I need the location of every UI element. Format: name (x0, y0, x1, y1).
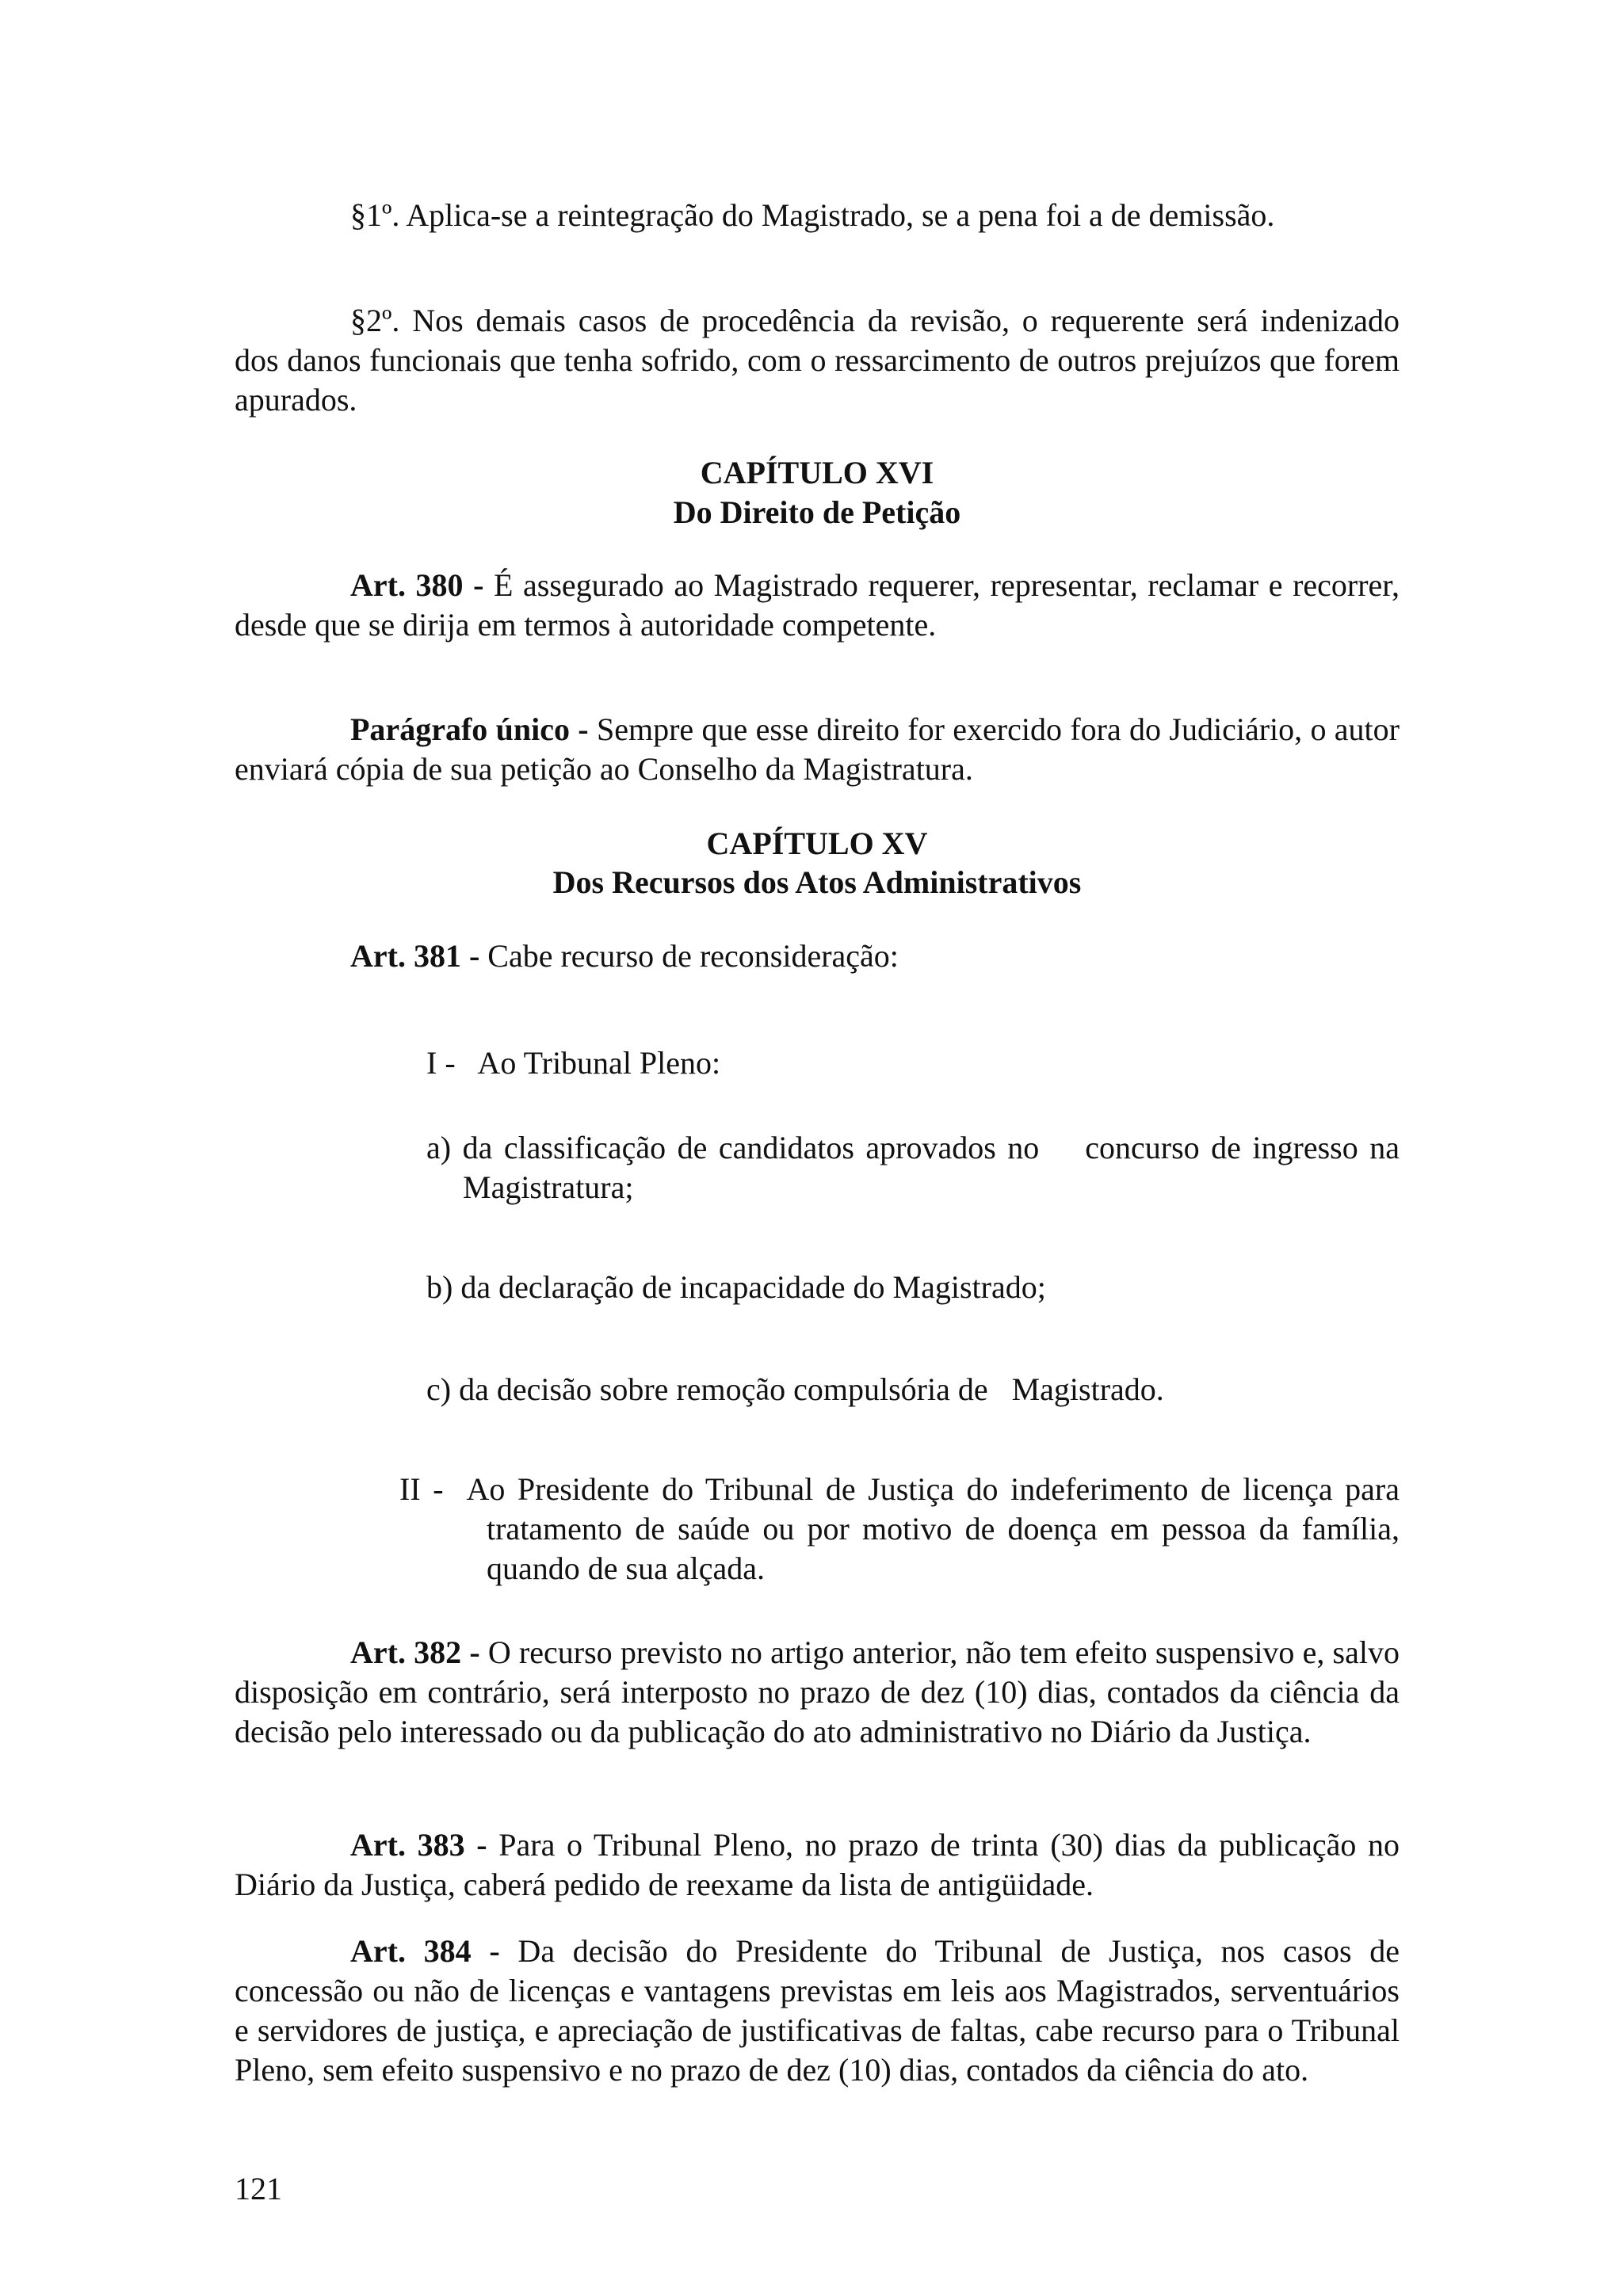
article-383 (235, 1825, 1400, 1905)
chapter-xv-title: CAPÍTULO XV (706, 826, 928, 861)
article-384-text: Da decisão do Presidente do Tribunal de Justiça, nos casos de concessão ou não de licenças e vantagens previstas em leis aos Magistrados, serventuários e servidores de justiça, e apreciação de justificativas de faltas, cabe recurso para o Tribunal Pleno, sem efeito suspensivo e no prazo de dez (10) dias, contados da ciência do ato. (235, 1933, 1400, 2088)
item-c: c) da decisão sobre remoção compulsória de Magistrado. (426, 1371, 1164, 1407)
item-ii: II - Ao Presidente do Tribunal de Justiça do indeferimento de licença para tratamento de saúde ou por motivo de doença em pessoa da família, quando de sua alçada. (399, 1471, 1407, 1586)
article-381-label: Art. 381 - (350, 938, 480, 974)
chapter-xv-subtitle: Dos Recursos dos Atos Administrativos (552, 864, 1082, 900)
paragrafo-unico-text: Sempre que esse direito for exercido fora do Judiciário, o autor enviará cópia de sua petição ao Conselho da Magistratura. (235, 711, 1400, 787)
article-383-label: Art. 383 - (350, 1827, 487, 1863)
article-384 (235, 1932, 1400, 2090)
article-380-text: É assegurado ao Magistrado requerer, representar, reclamar e recorrer, desde que se dirija em termos à autoridade competente. (235, 567, 1400, 643)
paragraph-1 (235, 196, 1400, 235)
article-380 (235, 566, 1400, 645)
article-382 (235, 1633, 1400, 1752)
paragraph-2 (235, 301, 1400, 420)
article-382-label: Art. 382 - (350, 1634, 480, 1670)
article-384-label: Art. 384 - (350, 1933, 500, 1969)
page-number: 121 (235, 2171, 282, 2206)
paragrafo-unico-label: Parágrafo único - (350, 711, 589, 747)
item-b: b) da declaração de incapacidade do Magistrado; (426, 1269, 1046, 1305)
chapter-xvi-title: CAPÍTULO XVI (700, 455, 934, 490)
item-i: I - Ao Tribunal Pleno: (426, 1045, 721, 1081)
article-382-text: O recurso previsto no artigo anterior, não tem efeito suspensivo e, salvo disposição em contrário, será interposto no prazo de dez (10) dias, contados da ciência da decisão pelo interessado ou da publicação do ato administrativo no Diário da Justiça. (235, 1634, 1400, 1749)
article-380-label: Art. 380 - (350, 567, 484, 603)
paragrafo-unico (235, 710, 1400, 789)
chapter-xvi-subtitle: Do Direito de Petição (673, 494, 961, 530)
paragraph-1-text: §1º. Aplica-se a reintegração do Magistrado, se a pena foi a de demissão. (350, 197, 1275, 233)
article-381 (235, 936, 1400, 976)
article-381-text: Cabe recurso de reconsideração: (479, 938, 899, 974)
item-a: a) da classificação de candidatos aprovados no concurso de ingresso na Magistratura; (426, 1130, 1407, 1205)
paragraph-2-text: §2º. Nos demais casos de procedência da revisão, o requerente será indenizado dos danos funcionais que tenha sofrido, com o ressarcimento de outros prejuízos que forem apurados. (235, 303, 1400, 418)
article-383-text: Para o Tribunal Pleno, no prazo de trinta (30) dias da publicação no Diário da Justiça, caberá pedido de reexame da lista de antigüidade. (235, 1827, 1400, 1902)
